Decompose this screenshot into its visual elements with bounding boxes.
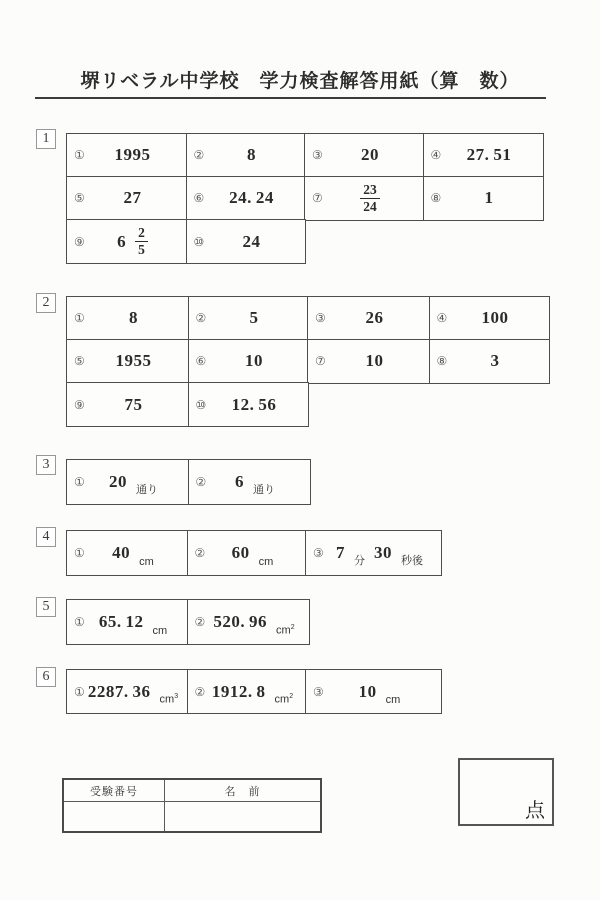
title-underline xyxy=(35,97,546,99)
answer-content xyxy=(189,340,308,383)
answer-cell xyxy=(188,382,309,427)
answer-content xyxy=(308,297,429,339)
answer-cell xyxy=(186,219,306,264)
answer-row xyxy=(66,176,544,221)
answer-unit: cm xyxy=(385,694,401,706)
answer-value: 30 xyxy=(374,543,392,562)
fraction-denominator: 24 xyxy=(363,198,377,214)
answer-value: 3 xyxy=(490,351,500,370)
section-1-label: 1 xyxy=(36,129,56,149)
answer-content xyxy=(424,134,543,176)
question-number: ② xyxy=(193,148,205,162)
answer-value: 60 xyxy=(231,543,250,562)
fraction-numerator: 23 xyxy=(360,182,380,199)
answer-cell xyxy=(187,530,307,576)
section-5-table xyxy=(66,599,310,645)
answer-row xyxy=(66,599,310,645)
name-input-cell xyxy=(165,802,320,831)
answer-cell xyxy=(187,599,310,645)
name-label: 名 前 xyxy=(224,785,261,798)
answer-cell xyxy=(66,296,189,340)
score-box xyxy=(458,758,554,826)
answer-value: 100 xyxy=(481,308,509,327)
answer-content xyxy=(308,340,429,383)
answer-cell xyxy=(186,133,306,177)
answer-value: 5 xyxy=(249,308,259,327)
question-number: ③ xyxy=(312,148,323,162)
question-number: ② xyxy=(195,311,207,325)
answer-cell xyxy=(307,339,430,384)
question-number: ⑩ xyxy=(193,234,205,249)
answer-cell xyxy=(66,382,189,427)
question-number: ④ xyxy=(430,148,442,162)
answer-value: 520. 96 xyxy=(213,612,268,631)
answer-content xyxy=(189,460,310,504)
answer-value: 6 xyxy=(117,231,127,251)
answer-content xyxy=(67,297,188,339)
question-number: ④ xyxy=(436,311,448,325)
answer-value: 7 xyxy=(336,543,345,562)
answer-content xyxy=(306,531,441,575)
answer-row xyxy=(66,669,442,714)
page-title: 堺リベラル中学校 学力検査解答用紙（算 数） xyxy=(80,71,520,92)
question-number: ① xyxy=(74,546,85,560)
question-number: ⑥ xyxy=(195,354,207,368)
question-number: ② xyxy=(194,615,206,629)
section-2-table xyxy=(66,296,550,427)
question-number: ① xyxy=(74,684,85,699)
section-4-label: 4 xyxy=(36,527,56,547)
question-number: ⑨ xyxy=(74,234,85,249)
answer-value: 24 xyxy=(242,231,261,251)
answer-content xyxy=(67,670,187,713)
answer-value: 65. 12 xyxy=(98,612,144,631)
section-6-label: 6 xyxy=(36,667,56,687)
answer-value: 10 xyxy=(245,351,263,370)
answer-value: 8 xyxy=(129,308,138,327)
answer-content xyxy=(306,670,441,713)
question-number: ① xyxy=(74,311,85,325)
question-number: ② xyxy=(195,475,207,489)
answer-value: 20 xyxy=(109,472,127,491)
question-number: ③ xyxy=(313,684,324,699)
answer-cell xyxy=(66,133,187,177)
exam-number-header-cell xyxy=(64,780,165,801)
answer-value: 6 xyxy=(235,472,244,491)
question-number: ② xyxy=(194,546,206,560)
answer-value: 8 xyxy=(247,145,256,164)
answer-unit: cm xyxy=(152,625,168,637)
answer-cell xyxy=(188,296,309,340)
answer-value: 1912. 8 xyxy=(211,681,266,701)
answer-value: 1 xyxy=(484,188,494,207)
question-number: ⑧ xyxy=(430,191,442,205)
answer-cell xyxy=(423,133,544,177)
answer-content xyxy=(430,340,549,383)
score-label: 点 xyxy=(525,800,545,822)
exam-number-label: 受験番号 xyxy=(90,785,138,798)
exam-number-input-cell xyxy=(64,802,165,831)
answer-cell xyxy=(66,530,188,576)
answer-unit: $cm^2$ xyxy=(274,693,294,706)
question-number: ① xyxy=(74,475,85,489)
answer-fraction xyxy=(360,182,380,214)
question-number: ⑧ xyxy=(436,354,448,368)
answer-content xyxy=(67,460,188,504)
question-number: ⑦ xyxy=(312,191,323,205)
answer-cell xyxy=(66,599,188,645)
answer-unit: $cm^2$ xyxy=(276,624,295,637)
answer-value: 27 xyxy=(123,188,142,207)
examinee-info-body-row xyxy=(64,802,320,831)
question-number: ⑨ xyxy=(74,397,85,412)
answer-value: 2287. 36 xyxy=(87,681,151,701)
answer-unit: cm xyxy=(258,556,274,568)
answer-value: 20 xyxy=(361,145,379,164)
question-number: ⑤ xyxy=(74,191,85,205)
answer-content xyxy=(189,383,308,426)
answer-content xyxy=(67,177,186,220)
answer-unit: cm xyxy=(139,556,154,568)
answer-unit: 通り xyxy=(136,484,158,496)
section-3-label: 3 xyxy=(36,455,56,475)
answer-content xyxy=(67,600,187,644)
name-header-cell xyxy=(165,780,320,801)
answer-value: 40 xyxy=(112,543,131,562)
answer-cell xyxy=(304,176,424,221)
answer-row xyxy=(66,382,550,427)
examinee-info-header-row xyxy=(64,780,320,802)
answer-value: 75 xyxy=(124,394,143,414)
question-number: ① xyxy=(74,148,85,162)
section-2-label: 2 xyxy=(36,293,56,313)
answer-cell xyxy=(66,176,187,221)
answer-cell xyxy=(304,133,424,177)
answer-cell xyxy=(66,459,189,505)
answer-cell xyxy=(188,339,309,384)
answer-cell xyxy=(188,459,311,505)
section-3-table xyxy=(66,459,311,505)
answer-cell xyxy=(66,219,187,264)
answer-row xyxy=(66,219,544,264)
fraction-numerator: 2 xyxy=(135,225,148,242)
answer-value: 1955 xyxy=(115,351,152,370)
answer-row xyxy=(66,296,550,340)
answer-value: 24. 24 xyxy=(229,188,274,207)
answer-row xyxy=(66,133,544,177)
answer-unit: $cm^3$ xyxy=(159,693,179,706)
answer-cell xyxy=(423,176,544,221)
answer-cell xyxy=(66,669,188,714)
question-number: ③ xyxy=(315,311,326,325)
question-number: ③ xyxy=(313,546,324,560)
examinee-info-table xyxy=(62,778,322,833)
answer-fraction xyxy=(135,225,148,257)
answer-value: 1995 xyxy=(114,145,151,164)
question-number: ⑩ xyxy=(195,397,207,412)
section-6-table xyxy=(66,669,442,714)
answer-content xyxy=(189,297,308,339)
answer-unit: 分 xyxy=(354,555,365,567)
answer-cell xyxy=(187,669,307,714)
question-number: ① xyxy=(74,615,85,629)
question-number: ⑤ xyxy=(74,354,85,368)
answer-cell xyxy=(429,339,550,384)
question-number: ⑥ xyxy=(193,191,205,205)
question-number: ② xyxy=(194,684,206,699)
section-4-table xyxy=(66,530,442,576)
answer-cell xyxy=(66,339,189,384)
answer-row xyxy=(66,339,550,384)
answer-row xyxy=(66,459,311,505)
answer-cell xyxy=(305,530,442,576)
answer-content xyxy=(67,340,188,383)
answer-cell xyxy=(429,296,550,340)
fraction-denominator: 5 xyxy=(138,242,145,257)
section-1-table xyxy=(66,133,544,264)
answer-cell xyxy=(186,176,306,221)
answer-value: 10 xyxy=(365,351,384,370)
answer-content xyxy=(424,177,543,220)
answer-content xyxy=(67,134,186,176)
answer-value: 10 xyxy=(358,681,377,701)
answer-row xyxy=(66,530,442,576)
answer-value: 27. 51 xyxy=(466,145,512,164)
answer-content xyxy=(430,297,549,339)
answer-content xyxy=(188,600,309,644)
answer-unit: 秒後 xyxy=(401,555,423,567)
answer-cell xyxy=(305,669,442,714)
answer-value: 26 xyxy=(365,308,384,327)
question-number: ⑦ xyxy=(315,354,326,368)
answer-cell xyxy=(307,296,430,340)
answer-content xyxy=(67,220,186,263)
answer-unit: 通り xyxy=(253,484,275,496)
answer-value: 12. 56 xyxy=(231,394,277,414)
section-5-label: 5 xyxy=(36,597,56,617)
answer-content xyxy=(67,383,188,426)
answer-content xyxy=(67,531,187,575)
